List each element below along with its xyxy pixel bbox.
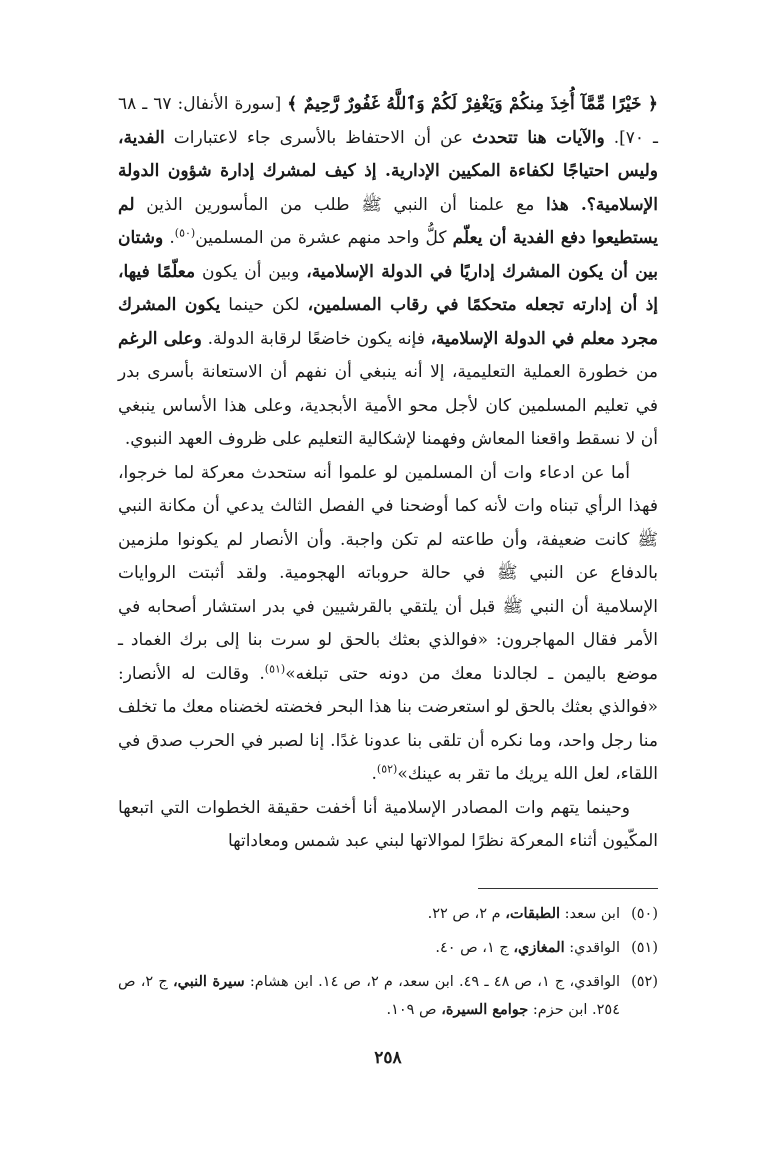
- footnote-51: [118, 934, 658, 962]
- sentence-5-bold: وشتان بين أن يكون المشرك إداريًا في الدولة الإسلامية،: [118, 228, 658, 282]
- paragraph-3-text: وحينما يتهم وات المصادر الإسلامية أنا أخفت حقيقة الخطوات التي اتبعها المكّيون أثناء المعركة نظرًا لموالاتها لبني عبد شمس ومعاداتها: [118, 797, 658, 851]
- footnote-50: [118, 900, 658, 928]
- footnote-ref-52[interactable]: (٥٢): [376, 762, 398, 776]
- sentence-6-bold: معلّمًا فيها، إذ أن إدارته تجعله متحكمًا في رقاب المسلمين،: [118, 261, 659, 315]
- sentence-1-bold: والآيات هنا تتحدث: [472, 127, 605, 148]
- sentence-4-bold: لم يستطيعوا دفع الفدية أن يعلّم: [118, 194, 658, 248]
- paragraph-3: [118, 792, 658, 859]
- footnote-ref-51[interactable]: (٥١): [264, 661, 286, 675]
- paragraph-2-end: .: [371, 764, 377, 784]
- paragraph-2-text-2: . وقالت له الأنصار: «فوالذي بعثك بالحق لو استعرضت بنا هذا البحر فخضته لخضناه معك ما تخلف منا رجل واحد، وما نكره أن تلقى بنا عدونا غدًا. إنا لصبر في الحرب صدق في اللقاء، لعل الله يريك ما تقر به عينك»: [118, 663, 658, 784]
- footnote-ref-50[interactable]: (٥٠): [174, 226, 196, 240]
- sentence-7: فإنه يكون خاضعًا لرقابة الدولة.: [207, 328, 425, 349]
- footnote-author: الواقدي، ج ١، ص ٤٨ ـ ٤٩. ابن سعد، م ٢، ص ١٤. ابن هشام:: [249, 974, 621, 990]
- sentence-7-bold: يكون المشرك مجرد معلم في الدولة الإسلامية،: [118, 295, 658, 349]
- sentence-3: مع علمنا أن النبي ﷺ طلب من المأسورين الذين: [146, 194, 535, 215]
- sentence-8: من خطورة العملية التعليمية، إلا أنه ينبغي أن نفهم أن الاستعانة بأسرى بدر في تعليم المسلمين كان لأجل محو الأمية الأبجدية، وعلى هذا الأساس ينبغي أن لا نسقط واقعنا المعاش وفهمنا لإشكالية التعليم على ظروف العهد النبوي.: [118, 362, 658, 449]
- footnotes: [118, 900, 658, 1030]
- footnote-author: ابن سعد:: [564, 906, 620, 922]
- sentence-6: لكن حينما: [228, 295, 300, 315]
- verse-reference: [سورة الأنفال: ٦٧ ـ ٦٨ ـ ٧٠].: [118, 94, 659, 148]
- footnote-location-2: ص ١٠٩.: [386, 1002, 437, 1018]
- paragraph-2-text: أما عن ادعاء وات أن المسلمين لو علموا أنه ستحدث معركة لما خرجوا، فهذا الرأي تبناه وات لأنه كما أوضحنا في الفصل الثالث يدعي أن مكانة النبي ﷺ كانت ضعيفة، وأن طاعته لم تكن واجبة. وأن الأنصار لم يكونوا ملزمين بالدفاع عن النبي ﷺ في حالة حروباته الهجومية. ولقد أثبتت الروايات الإسلامية أن النبي ﷺ قبل أن يلتقي بالقرشيين في بدر استشار أصحابه في الأمر فقال المهاجرون: «فوالذي بعثك بالحق لو سرت بنا إلى برك الغماد ـ موضع باليمن ـ لجالدنا معك من دونه حتى تبلغه»: [118, 462, 658, 684]
- footnote-title: سيرة النبي،: [172, 973, 245, 990]
- footnote-title: الطبقات،: [505, 905, 561, 922]
- footnote-52: [118, 968, 658, 1024]
- page-number: ٢٥٨: [374, 1048, 402, 1068]
- footnote-number: (٥١): [631, 940, 658, 956]
- footnote-number: (٥٠): [631, 906, 658, 922]
- sentence-8-bold: وعلى الرغم: [118, 328, 202, 349]
- footnote-title: المغازي،: [513, 939, 565, 956]
- paragraph-2: [118, 457, 658, 792]
- quran-verse: ﴿ خَيْرًا مِّمَّآ أُخِذَ مِنكُمْ وَيَغْفِرْ لَكُمْ وَٱللَّهُ غَفُورٌ رَّحِيمٌ ﴾: [287, 94, 659, 114]
- footnote-title-2: جوامع السيرة،: [441, 1001, 529, 1018]
- sentence-5: وبين أن يكون: [201, 261, 300, 282]
- footnote-text: [118, 968, 620, 1024]
- footnote-number: (٥٢): [631, 974, 658, 990]
- footnote-text: [118, 934, 620, 962]
- paragraph-1: ﴿ خَيْرًا مِّمَّآ أُخِذَ مِنكُمْ وَيَغْفِرْ لَكُمْ وَٱللَّهُ غَفُورٌ رَّحِيمٌ ﴾ [سورة الأنفال: ٦٧ ـ ٦٨ ـ ٧٠]. والآيات هنا تتحدث عن أن الاحتفاظ بالأسرى جاء لاعتبارات الفدية، وليس احتياجًا لكفاءة المكيين الإدارية. إذ كيف لمشرك إدارة شؤون الدولة الإسلامية؟. هذا مع علمنا أن النبي ﷺ طلب من المأسورين الذين لم يستطيعوا دفع الفدية أن يعلّم كلُّ واحد منهم عشرة من المسلمين$^{(٥٠)}$. وشتان بين أن يكون المشرك إداريًا في الدولة الإسلامية، وبين أن يكون معلّمًا فيها، إذ أن إدارته تجعله متحكمًا في رقاب المسلمين، لكن حينما يكون المشرك مجرد معلم في الدولة الإسلامية، فإنه يكون خاضعًا لرقابة الدولة. وعلى الرغم من خطورة العملية التعليمية، إلا أنه ينبغي أن نفهم أن الاستعانة بأسرى بدر في تعليم المسلمين كان لأجل محو الأمية الأبجدية، وعلى هذا الأساس ينبغي أن لا نسقط واقعنا المعاش وفهمنا لإشكالية التعليم على ظروف العهد النبوي.: [118, 94, 659, 449]
- footnote-location: ج ١، ص ٤٠.: [435, 940, 509, 956]
- sentence-4: كلُّ واحد منهم عشرة من المسلمين: [195, 228, 447, 248]
- footnote-text: [118, 900, 620, 928]
- footnote-separator: [478, 888, 658, 889]
- sentence-2-bold: الفدية، وليس احتياجًا لكفاءة المكيين الإدارية. إذ كيف لمشرك إدارة شؤون الدولة الإسلامية؟. هذا: [118, 127, 658, 215]
- sentence-1: عن أن الاحتفاظ بالأسرى جاء لاعتبارات: [173, 127, 464, 148]
- footnote-author: الواقدي:: [569, 940, 620, 956]
- footnote-location: م ٢، ص ٢٢.: [427, 906, 501, 922]
- footnote-location: ج ٢، ص ٢٥٤. ابن حزم:: [118, 974, 620, 1018]
- book-page: [118, 88, 658, 1088]
- main-text: [118, 88, 658, 859]
